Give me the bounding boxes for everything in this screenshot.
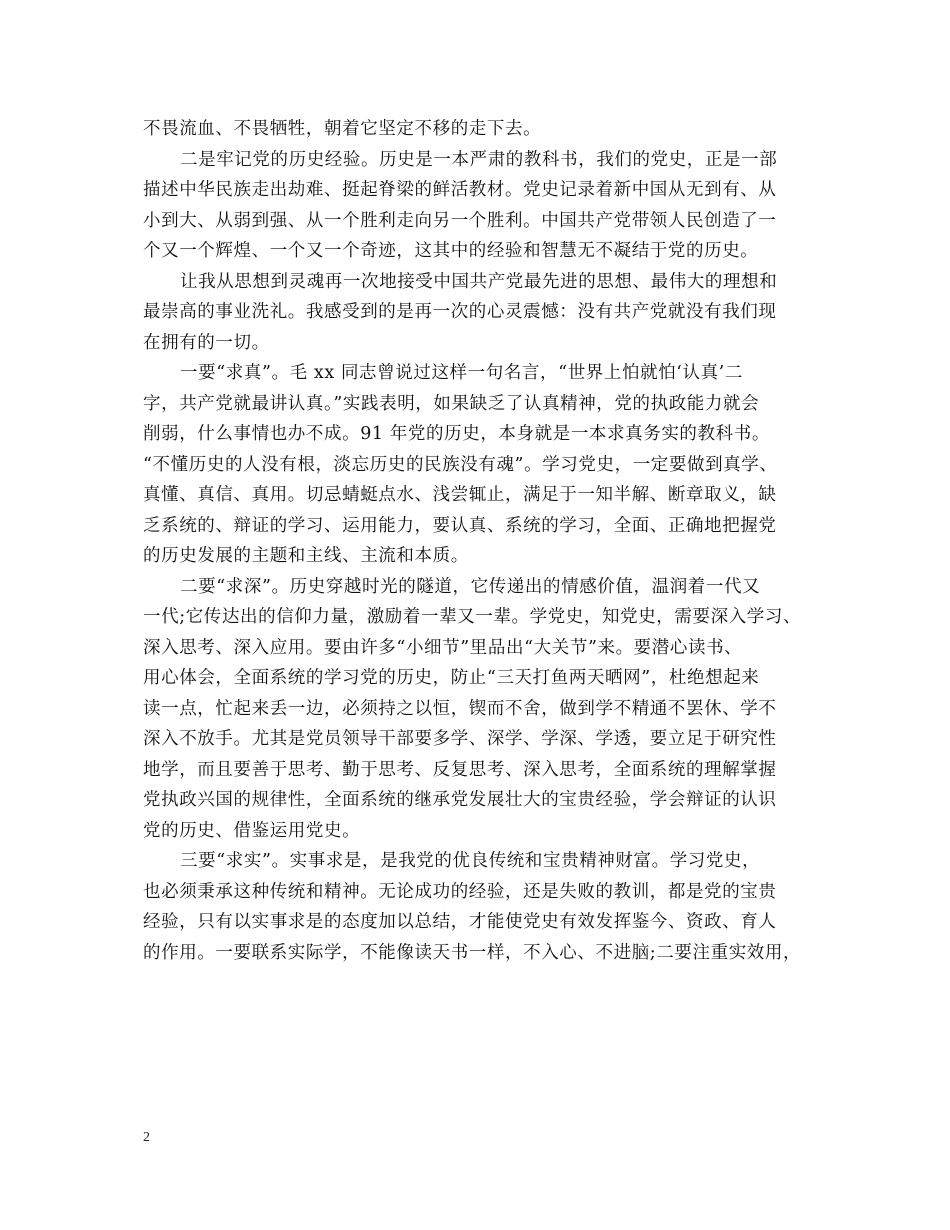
paragraph-start-line: 让我从思想到灵魂再一次地接受中国共产党最先进的思想、最伟大的理想和: [180, 271, 778, 292]
page-number: 2: [143, 1130, 150, 1145]
paragraph-start-line: 一要“求真”。毛 xx 同志曾说过这样一句名言，“世界上怕就怕‘认真’二: [180, 363, 743, 383]
text-line: 削弱，什么事情也办不成。91 年党的历史，本身就是一本求真务实的教科书。: [143, 424, 770, 444]
text-line: 的作用。一要联系实际学，不能像读天书一样，不入心、不进脑;二要注重实效用，: [143, 942, 802, 963]
paragraph-start-line: 二要“求深”。历史穿越时光的隧道，它传递出的情感价值，温润着一代又: [180, 576, 761, 597]
text-line: 字，共产党就最讲认真。”实践表明，如果缺乏了认真精神，党的执政能力就会: [143, 393, 760, 414]
text-line: 深入思考、深入应用。要由许多“小细节”里品出“大关节”来。要潜心读书、: [143, 637, 743, 658]
text-line: “不懂历史的人没有根，淡忘历史的民族没有魂”。学习党史，一定要做到真学、: [143, 454, 778, 475]
text-line: 一代;它传达出的信仰力量，激励着一辈又一辈。学党史，知党史，需要深入学习、: [143, 607, 802, 627]
text-line: 不畏流血、不畏牺牲，朝着它坚定不移的走下去。: [143, 119, 542, 139]
text-line: 描述中华民族走出劫难、挺起脊梁的鲜活教材。党史记录着新中国从无到有、从: [143, 180, 777, 200]
paragraph-start-line: 三要“求实”。实事求是，是我党的优良传统和宝贵精神财富。学习党史，: [180, 851, 761, 871]
text-line: 深入不放手。尤其是党员领导干部要多学、深学、学深、学透，要立足于研究性: [143, 729, 777, 749]
text-line: 党的历史、借鉴运用党史。: [143, 820, 361, 841]
text-line: 真懂、真信、真用。切忌蜻蜓点水、浅尝辄止，满足于一知半解、断章取义，缺: [143, 485, 777, 505]
text-line: 最崇高的事业洗礼。我感受到的是再一次的心灵震憾：没有共产党就没有我们现: [143, 302, 777, 322]
text-line: 也必须秉承这种传统和精神。无论成功的经验，还是失败的教训，都是党的宝贵: [143, 881, 777, 902]
text-line: 乏系统的、辩证的学习、运用能力，要认真、系统的学习，全面、正确地把握党: [143, 515, 777, 536]
text-line: 的历史发展的主题和主线、主流和本质。: [143, 546, 469, 566]
text-line: 党执政兴国的规律性，全面系统的继承党发展壮大的宝贵经验，学会辩证的认识: [143, 790, 777, 810]
text-line: 经验，只有以实事求是的态度加以总结，才能使党史有效发挥鉴今、资政、育人: [143, 912, 777, 932]
paragraph-start-line: 二是牢记党的历史经验。历史是一本严肃的教科书，我们的党史，正是一部: [180, 149, 778, 170]
text-line: 在拥有的一切。: [143, 332, 270, 353]
text-line: 个又一个辉煌、一个又一个奇迹，这其中的经验和智慧无不凝结于党的历史。: [143, 241, 759, 261]
text-line: 用心体会，全面系统的学习党的历史，防止“三天打鱼两天晒网”，杜绝想起来: [143, 668, 760, 688]
document-body: [143, 114, 827, 968]
text-line: 小到大、从弱到强、从一个胜利走向另一个胜利。中国共产党带领人民创造了一: [143, 210, 777, 231]
text-line: 读一点，忙起来丢一边，必须持之以恒，锲而不舍，做到学不精通不罢休、学不: [143, 698, 777, 719]
text-line: 地学，而且要善于思考、勤于思考、反复思考、深入思考，全面系统的理解掌握: [143, 759, 777, 780]
